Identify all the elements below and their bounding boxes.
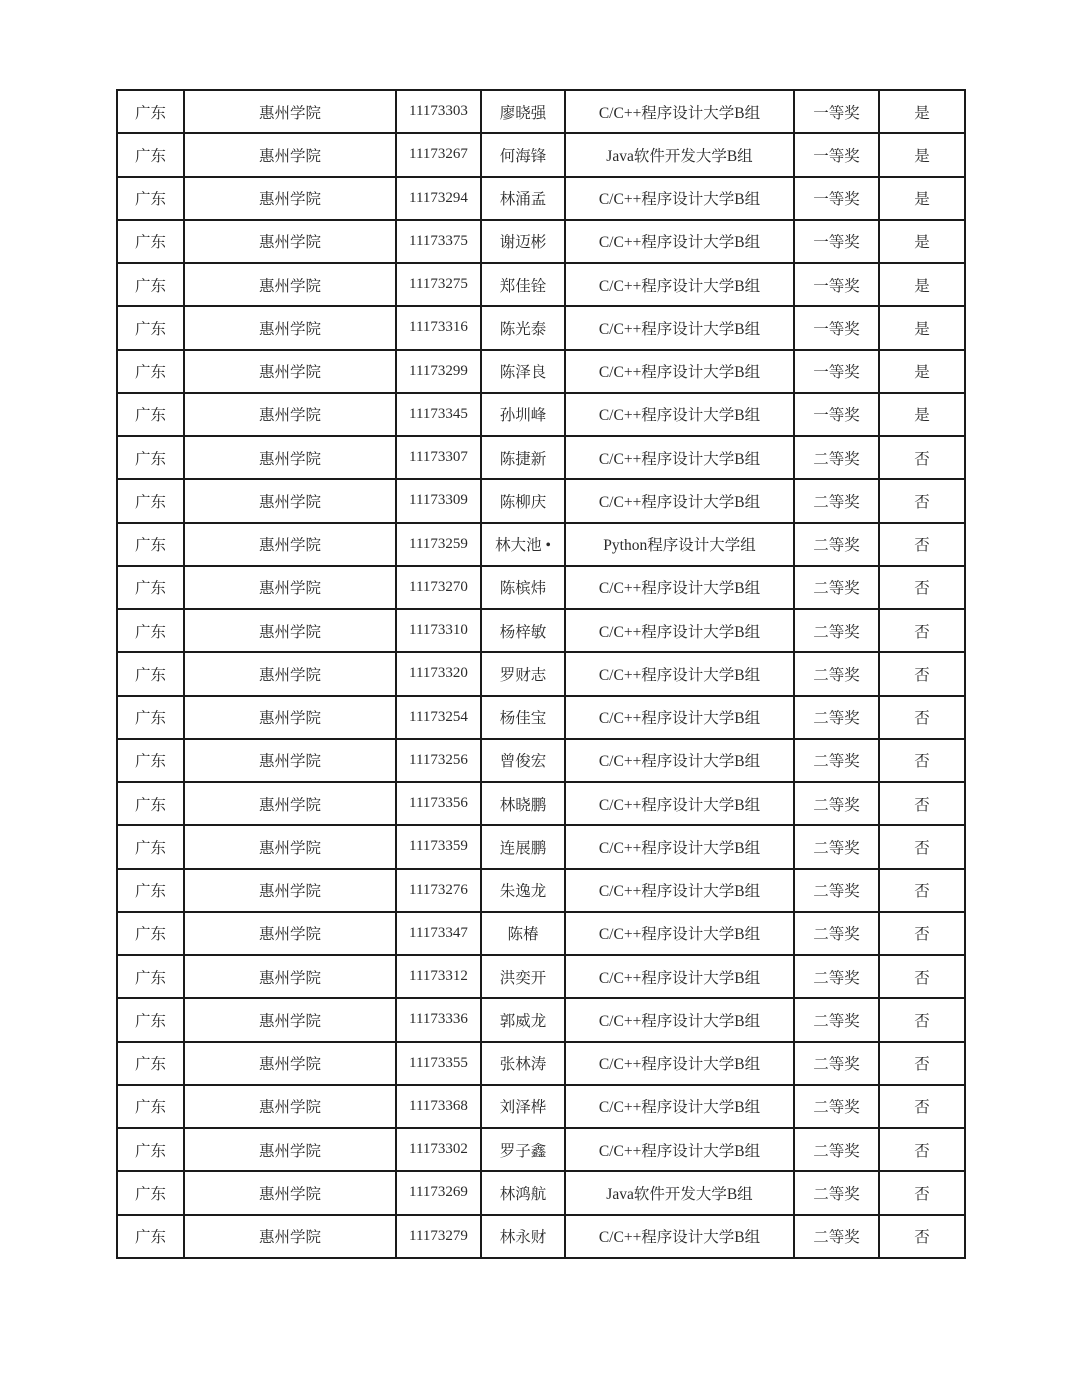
province-cell: 广东 [117, 609, 184, 652]
table-row [117, 263, 965, 306]
name-cell: 曾俊宏 [481, 739, 565, 782]
award-cell: 一等奖 [794, 220, 879, 263]
province-cell: 广东 [117, 1128, 184, 1171]
category-cell: C/C++程序设计大学B组 [565, 220, 794, 263]
table-row [117, 652, 965, 695]
table-row [117, 869, 965, 912]
advance-cell: 是 [879, 90, 965, 133]
name-cell: 陈光泰 [481, 306, 565, 349]
province-cell: 广东 [117, 1171, 184, 1214]
id-cell: 11173368 [396, 1085, 481, 1128]
category-cell: Java软件开发大学B组 [565, 133, 794, 176]
category-cell: C/C++程序设计大学B组 [565, 955, 794, 998]
table-row [117, 825, 965, 868]
category-cell: C/C++程序设计大学B组 [565, 177, 794, 220]
advance-cell: 否 [879, 825, 965, 868]
school-cell: 惠州学院 [184, 1042, 396, 1085]
award-cell: 一等奖 [794, 90, 879, 133]
name-cell: 林永财 [481, 1215, 565, 1258]
school-cell: 惠州学院 [184, 825, 396, 868]
advance-cell: 否 [879, 436, 965, 479]
province-cell: 广东 [117, 523, 184, 566]
award-cell: 二等奖 [794, 998, 879, 1041]
id-cell: 11173299 [396, 350, 481, 393]
province-cell: 广东 [117, 479, 184, 522]
advance-cell: 否 [879, 912, 965, 955]
advance-cell: 否 [879, 998, 965, 1041]
name-cell: 陈捷新 [481, 436, 565, 479]
award-cell: 二等奖 [794, 739, 879, 782]
name-cell: 孙圳峰 [481, 393, 565, 436]
award-cell: 二等奖 [794, 912, 879, 955]
table-row [117, 609, 965, 652]
category-cell: C/C++程序设计大学B组 [565, 1085, 794, 1128]
id-cell: 11173303 [396, 90, 481, 133]
school-cell: 惠州学院 [184, 998, 396, 1041]
table-row [117, 220, 965, 263]
name-cell: 刘泽桦 [481, 1085, 565, 1128]
category-cell: C/C++程序设计大学B组 [565, 998, 794, 1041]
table-row [117, 133, 965, 176]
award-cell: 二等奖 [794, 782, 879, 825]
advance-cell: 否 [879, 479, 965, 522]
award-table [116, 89, 966, 1259]
name-cell: 杨梓敏 [481, 609, 565, 652]
advance-cell: 否 [879, 1171, 965, 1214]
id-cell: 11173275 [396, 263, 481, 306]
advance-cell: 否 [879, 696, 965, 739]
advance-cell: 是 [879, 263, 965, 306]
name-cell: 罗子鑫 [481, 1128, 565, 1171]
id-cell: 11173279 [396, 1215, 481, 1258]
advance-cell: 否 [879, 782, 965, 825]
advance-cell: 是 [879, 350, 965, 393]
id-cell: 11173310 [396, 609, 481, 652]
category-cell: C/C++程序设计大学B组 [565, 350, 794, 393]
award-cell: 二等奖 [794, 825, 879, 868]
id-cell: 11173302 [396, 1128, 481, 1171]
table-row [117, 739, 965, 782]
id-cell: 11173375 [396, 220, 481, 263]
category-cell: C/C++程序设计大学B组 [565, 436, 794, 479]
school-cell: 惠州学院 [184, 1085, 396, 1128]
name-cell: 张林涛 [481, 1042, 565, 1085]
award-cell: 二等奖 [794, 436, 879, 479]
name-cell: 陈槟炜 [481, 566, 565, 609]
school-cell: 惠州学院 [184, 220, 396, 263]
province-cell: 广东 [117, 1085, 184, 1128]
advance-cell: 否 [879, 1128, 965, 1171]
category-cell: C/C++程序设计大学B组 [565, 696, 794, 739]
advance-cell: 否 [879, 955, 965, 998]
province-cell: 广东 [117, 393, 184, 436]
award-cell: 二等奖 [794, 1171, 879, 1214]
province-cell: 广东 [117, 1042, 184, 1085]
advance-cell: 是 [879, 133, 965, 176]
province-cell: 广东 [117, 912, 184, 955]
id-cell: 11173316 [396, 306, 481, 349]
category-cell: C/C++程序设计大学B组 [565, 1042, 794, 1085]
school-cell: 惠州学院 [184, 955, 396, 998]
id-cell: 11173270 [396, 566, 481, 609]
advance-cell: 是 [879, 306, 965, 349]
school-cell: 惠州学院 [184, 1215, 396, 1258]
province-cell: 广东 [117, 825, 184, 868]
category-cell: C/C++程序设计大学B组 [565, 263, 794, 306]
table-row [117, 566, 965, 609]
advance-cell: 否 [879, 566, 965, 609]
school-cell: 惠州学院 [184, 177, 396, 220]
advance-cell: 否 [879, 1215, 965, 1258]
table-row [117, 479, 965, 522]
name-cell: 陈泽良 [481, 350, 565, 393]
province-cell: 广东 [117, 998, 184, 1041]
school-cell: 惠州学院 [184, 523, 396, 566]
province-cell: 广东 [117, 177, 184, 220]
id-cell: 11173259 [396, 523, 481, 566]
name-cell: 罗财志 [481, 652, 565, 695]
table-row [117, 912, 965, 955]
advance-cell: 是 [879, 177, 965, 220]
award-cell: 一等奖 [794, 306, 879, 349]
name-cell: 林大池 • [481, 523, 565, 566]
province-cell: 广东 [117, 782, 184, 825]
school-cell: 惠州学院 [184, 479, 396, 522]
category-cell: C/C++程序设计大学B组 [565, 393, 794, 436]
award-cell: 二等奖 [794, 1215, 879, 1258]
school-cell: 惠州学院 [184, 739, 396, 782]
award-cell: 二等奖 [794, 479, 879, 522]
id-cell: 11173359 [396, 825, 481, 868]
school-cell: 惠州学院 [184, 393, 396, 436]
province-cell: 广东 [117, 220, 184, 263]
table-row [117, 523, 965, 566]
category-cell: C/C++程序设计大学B组 [565, 566, 794, 609]
name-cell: 陈椿 [481, 912, 565, 955]
school-cell: 惠州学院 [184, 90, 396, 133]
table-row [117, 1128, 965, 1171]
category-cell: Java软件开发大学B组 [565, 1171, 794, 1214]
id-cell: 11173276 [396, 869, 481, 912]
category-cell: Python程序设计大学组 [565, 523, 794, 566]
id-cell: 11173254 [396, 696, 481, 739]
advance-cell: 是 [879, 393, 965, 436]
province-cell: 广东 [117, 263, 184, 306]
table-row [117, 393, 965, 436]
table-row [117, 1215, 965, 1258]
province-cell: 广东 [117, 566, 184, 609]
table-row [117, 1042, 965, 1085]
school-cell: 惠州学院 [184, 609, 396, 652]
id-cell: 11173256 [396, 739, 481, 782]
id-cell: 11173347 [396, 912, 481, 955]
id-cell: 11173345 [396, 393, 481, 436]
name-cell: 廖晓强 [481, 90, 565, 133]
award-cell: 一等奖 [794, 393, 879, 436]
advance-cell: 否 [879, 869, 965, 912]
category-cell: C/C++程序设计大学B组 [565, 825, 794, 868]
name-cell: 谢迈彬 [481, 220, 565, 263]
school-cell: 惠州学院 [184, 782, 396, 825]
id-cell: 11173269 [396, 1171, 481, 1214]
name-cell: 洪奕开 [481, 955, 565, 998]
school-cell: 惠州学院 [184, 436, 396, 479]
award-cell: 二等奖 [794, 566, 879, 609]
school-cell: 惠州学院 [184, 696, 396, 739]
advance-cell: 否 [879, 1042, 965, 1085]
award-cell: 二等奖 [794, 955, 879, 998]
category-cell: C/C++程序设计大学B组 [565, 479, 794, 522]
name-cell: 朱逸龙 [481, 869, 565, 912]
name-cell: 陈柳庆 [481, 479, 565, 522]
award-cell: 一等奖 [794, 177, 879, 220]
province-cell: 广东 [117, 90, 184, 133]
province-cell: 广东 [117, 306, 184, 349]
advance-cell: 否 [879, 739, 965, 782]
province-cell: 广东 [117, 350, 184, 393]
province-cell: 广东 [117, 1215, 184, 1258]
category-cell: C/C++程序设计大学B组 [565, 739, 794, 782]
award-cell: 二等奖 [794, 1085, 879, 1128]
table-row [117, 696, 965, 739]
id-cell: 11173336 [396, 998, 481, 1041]
id-cell: 11173312 [396, 955, 481, 998]
table-row [117, 436, 965, 479]
table-row [117, 782, 965, 825]
school-cell: 惠州学院 [184, 306, 396, 349]
school-cell: 惠州学院 [184, 263, 396, 306]
school-cell: 惠州学院 [184, 133, 396, 176]
province-cell: 广东 [117, 739, 184, 782]
school-cell: 惠州学院 [184, 652, 396, 695]
province-cell: 广东 [117, 955, 184, 998]
id-cell: 11173307 [396, 436, 481, 479]
category-cell: C/C++程序设计大学B组 [565, 306, 794, 349]
category-cell: C/C++程序设计大学B组 [565, 90, 794, 133]
table-row [117, 1085, 965, 1128]
school-cell: 惠州学院 [184, 869, 396, 912]
category-cell: C/C++程序设计大学B组 [565, 912, 794, 955]
advance-cell: 否 [879, 1085, 965, 1128]
table-row [117, 350, 965, 393]
province-cell: 广东 [117, 869, 184, 912]
school-cell: 惠州学院 [184, 350, 396, 393]
award-cell: 一等奖 [794, 133, 879, 176]
table-row [117, 998, 965, 1041]
school-cell: 惠州学院 [184, 912, 396, 955]
award-cell: 二等奖 [794, 869, 879, 912]
award-cell: 二等奖 [794, 1042, 879, 1085]
id-cell: 11173267 [396, 133, 481, 176]
category-cell: C/C++程序设计大学B组 [565, 609, 794, 652]
school-cell: 惠州学院 [184, 566, 396, 609]
category-cell: C/C++程序设计大学B组 [565, 1215, 794, 1258]
advance-cell: 否 [879, 652, 965, 695]
advance-cell: 否 [879, 609, 965, 652]
table-row [117, 90, 965, 133]
name-cell: 郭威龙 [481, 998, 565, 1041]
name-cell: 林涌孟 [481, 177, 565, 220]
id-cell: 11173309 [396, 479, 481, 522]
advance-cell: 否 [879, 523, 965, 566]
award-cell: 二等奖 [794, 523, 879, 566]
name-cell: 何海锋 [481, 133, 565, 176]
award-cell: 二等奖 [794, 696, 879, 739]
award-cell: 二等奖 [794, 1128, 879, 1171]
table-row [117, 306, 965, 349]
advance-cell: 是 [879, 220, 965, 263]
table-row [117, 177, 965, 220]
award-cell: 二等奖 [794, 609, 879, 652]
award-table-body [117, 90, 965, 1258]
province-cell: 广东 [117, 133, 184, 176]
province-cell: 广东 [117, 652, 184, 695]
category-cell: C/C++程序设计大学B组 [565, 652, 794, 695]
category-cell: C/C++程序设计大学B组 [565, 1128, 794, 1171]
award-cell: 一等奖 [794, 263, 879, 306]
name-cell: 杨佳宝 [481, 696, 565, 739]
category-cell: C/C++程序设计大学B组 [565, 782, 794, 825]
name-cell: 林鸿航 [481, 1171, 565, 1214]
table-row [117, 1171, 965, 1214]
id-cell: 11173294 [396, 177, 481, 220]
id-cell: 11173356 [396, 782, 481, 825]
name-cell: 林晓鹏 [481, 782, 565, 825]
name-cell: 郑佳铨 [481, 263, 565, 306]
province-cell: 广东 [117, 696, 184, 739]
school-cell: 惠州学院 [184, 1171, 396, 1214]
province-cell: 广东 [117, 436, 184, 479]
id-cell: 11173355 [396, 1042, 481, 1085]
award-cell: 一等奖 [794, 350, 879, 393]
id-cell: 11173320 [396, 652, 481, 695]
category-cell: C/C++程序设计大学B组 [565, 869, 794, 912]
name-cell: 连展鹏 [481, 825, 565, 868]
school-cell: 惠州学院 [184, 1128, 396, 1171]
table-row [117, 955, 965, 998]
award-cell: 二等奖 [794, 652, 879, 695]
